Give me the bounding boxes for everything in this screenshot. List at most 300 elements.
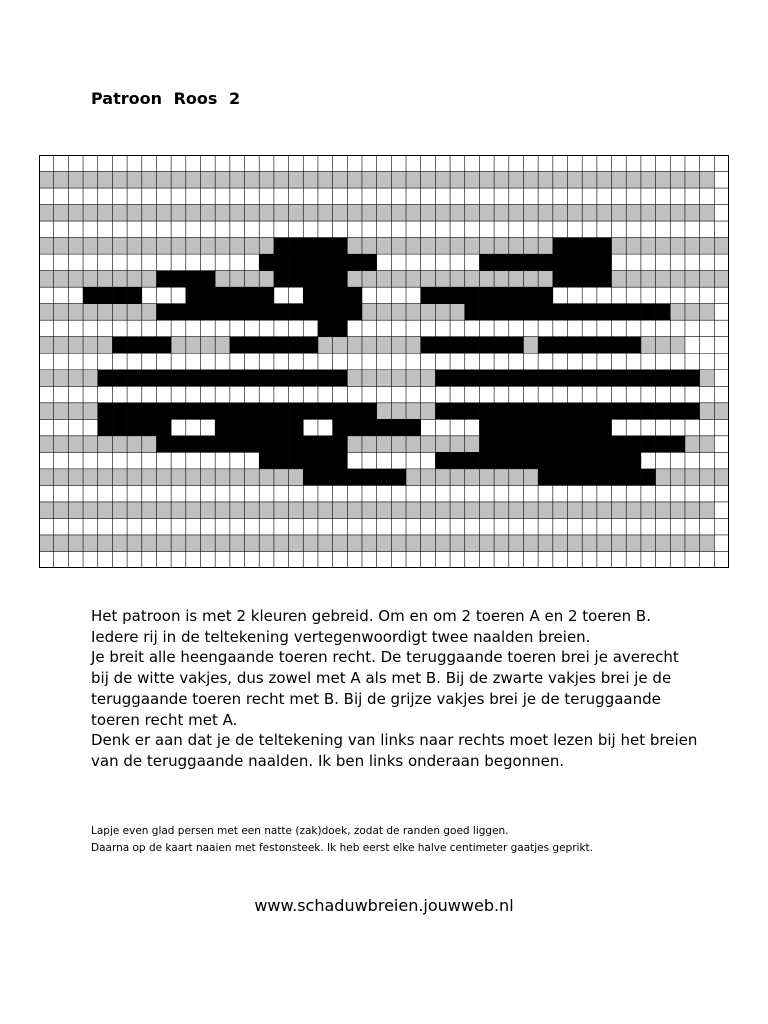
chart-cell-grey	[127, 205, 142, 222]
knitting-chart-grid	[39, 155, 729, 568]
chart-cell-grey	[274, 205, 289, 222]
chart-cell-black	[479, 304, 494, 321]
chart-cell-grey	[39, 238, 54, 255]
chart-cell-black	[362, 469, 377, 486]
chart-cell-grey	[465, 502, 480, 519]
chart-cell-black	[538, 419, 553, 436]
chart-cell-black	[568, 254, 583, 271]
chart-cell-grey	[700, 205, 715, 222]
chart-cell-black	[259, 337, 274, 354]
chart-cell-black	[333, 304, 348, 321]
chart-cell-black	[479, 370, 494, 387]
chart-cell-black	[259, 436, 274, 453]
chart-cell-grey	[289, 205, 304, 222]
chart-cell-black	[274, 254, 289, 271]
chart-cell-grey	[68, 238, 83, 255]
chart-cell-grey	[450, 238, 465, 255]
chart-cell-black	[318, 370, 333, 387]
chart-cell-black	[553, 419, 568, 436]
chart-cell-black	[626, 452, 641, 469]
chart-cell-grey	[83, 172, 98, 189]
chart-cell-grey	[435, 436, 450, 453]
chart-cell-black	[333, 436, 348, 453]
chart-cell-black	[582, 436, 597, 453]
chart-cell-black	[612, 452, 627, 469]
chart-cell-grey	[700, 403, 715, 420]
chart-cell-grey	[127, 304, 142, 321]
chart-cell-black	[656, 403, 671, 420]
chart-cell-grey	[568, 535, 583, 552]
chart-cell-grey	[333, 502, 348, 519]
chart-cell-black	[142, 419, 157, 436]
chart-cell-grey	[362, 535, 377, 552]
chart-cell-grey	[245, 469, 260, 486]
chart-cell-grey	[200, 502, 215, 519]
chart-cell-grey	[391, 238, 406, 255]
chart-cell-grey	[54, 370, 69, 387]
chart-cell-black	[450, 337, 465, 354]
chart-cell-grey	[127, 502, 142, 519]
chart-cell-grey	[39, 535, 54, 552]
chart-cell-grey	[553, 172, 568, 189]
chart-cell-black	[435, 337, 450, 354]
chart-cell-black	[289, 304, 304, 321]
chart-cell-black	[245, 287, 260, 304]
chart-cell-black	[289, 238, 304, 255]
chart-cell-grey	[112, 271, 127, 288]
chart-cell-grey	[450, 205, 465, 222]
chart-cell-grey	[685, 436, 700, 453]
chart-cell-black	[245, 403, 260, 420]
chart-cell-grey	[494, 238, 509, 255]
chart-cell-grey	[670, 271, 685, 288]
knitting-chart	[39, 155, 729, 568]
chart-cell-grey	[186, 502, 201, 519]
chart-cell-grey	[612, 172, 627, 189]
notes	[91, 823, 593, 857]
chart-cell-black	[626, 403, 641, 420]
chart-cell-black	[289, 370, 304, 387]
chart-cell-grey	[626, 172, 641, 189]
chart-cell-black	[538, 403, 553, 420]
chart-cell-grey	[670, 535, 685, 552]
chart-cell-black	[523, 304, 538, 321]
chart-cell-grey	[215, 469, 230, 486]
chart-cell-black	[391, 419, 406, 436]
chart-cell-black	[626, 337, 641, 354]
chart-cell-black	[553, 436, 568, 453]
chart-cell-grey	[700, 370, 715, 387]
chart-cell-black	[127, 287, 142, 304]
chart-cell-grey	[597, 535, 612, 552]
chart-cell-black	[523, 370, 538, 387]
chart-cell-black	[597, 370, 612, 387]
chart-cell-black	[259, 419, 274, 436]
chart-cell-grey	[112, 469, 127, 486]
chart-cell-grey	[612, 502, 627, 519]
chart-cell-grey	[641, 172, 656, 189]
chart-cell-black	[362, 403, 377, 420]
chart-cell-grey	[54, 469, 69, 486]
chart-cell-black	[612, 304, 627, 321]
chart-cell-black	[333, 370, 348, 387]
chart-cell-black	[171, 436, 186, 453]
instruction-line: Iedere rij in de teltekening vertegenwoordigt twee naalden breien.	[91, 627, 591, 646]
chart-cell-grey	[656, 502, 671, 519]
chart-cell-black	[362, 254, 377, 271]
chart-cell-grey	[127, 238, 142, 255]
chart-cell-black	[597, 238, 612, 255]
chart-cell-grey	[391, 205, 406, 222]
chart-cell-grey	[421, 238, 436, 255]
chart-cell-grey	[553, 502, 568, 519]
chart-cell-black	[553, 452, 568, 469]
chart-cell-black	[553, 304, 568, 321]
chart-cell-grey	[303, 205, 318, 222]
chart-cell-grey	[612, 271, 627, 288]
chart-cell-grey	[553, 205, 568, 222]
chart-cell-grey	[421, 502, 436, 519]
chart-cell-black	[626, 436, 641, 453]
chart-cell-grey	[39, 271, 54, 288]
chart-cell-grey	[435, 172, 450, 189]
chart-cell-black	[509, 337, 524, 354]
chart-cell-grey	[597, 172, 612, 189]
chart-cell-grey	[318, 337, 333, 354]
chart-cell-black	[230, 403, 245, 420]
chart-cell-grey	[377, 502, 392, 519]
chart-cell-grey	[421, 172, 436, 189]
chart-cell-grey	[156, 535, 171, 552]
chart-cell-black	[465, 337, 480, 354]
chart-cell-black	[479, 403, 494, 420]
chart-cell-grey	[421, 370, 436, 387]
chart-cell-grey	[406, 469, 421, 486]
chart-cell-black	[186, 436, 201, 453]
chart-cell-grey	[479, 172, 494, 189]
chart-cell-grey	[626, 271, 641, 288]
chart-cell-black	[186, 403, 201, 420]
chart-cell-grey	[230, 469, 245, 486]
chart-cell-grey	[259, 205, 274, 222]
chart-cell-grey	[391, 403, 406, 420]
chart-cell-black	[274, 419, 289, 436]
chart-cell-grey	[186, 535, 201, 552]
chart-cell-grey	[142, 535, 157, 552]
chart-cell-grey	[347, 271, 362, 288]
chart-cell-grey	[186, 337, 201, 354]
chart-cell-black	[435, 370, 450, 387]
chart-cell-grey	[406, 304, 421, 321]
chart-cell-grey	[362, 436, 377, 453]
chart-cell-grey	[171, 469, 186, 486]
chart-cell-grey	[421, 271, 436, 288]
chart-cell-black	[274, 271, 289, 288]
chart-cell-black	[171, 271, 186, 288]
chart-cell-grey	[626, 535, 641, 552]
chart-cell-grey	[435, 271, 450, 288]
chart-cell-black	[494, 419, 509, 436]
instruction-line: bij de witte vakjes, dus zowel met A als met B. Bij de zwarte vakjes brei je de	[91, 669, 672, 688]
instructions	[91, 606, 731, 772]
chart-cell-black	[112, 370, 127, 387]
chart-cell-black	[509, 419, 524, 436]
chart-cell-grey	[377, 403, 392, 420]
chart-cell-grey	[54, 502, 69, 519]
chart-cell-black	[200, 271, 215, 288]
chart-cell-black	[509, 452, 524, 469]
chart-cell-grey	[465, 172, 480, 189]
chart-cell-black	[156, 271, 171, 288]
chart-cell-black	[568, 370, 583, 387]
chart-cell-grey	[421, 304, 436, 321]
chart-cell-grey	[259, 535, 274, 552]
chart-cell-grey	[54, 205, 69, 222]
chart-cell-grey	[83, 469, 98, 486]
chart-cell-black	[318, 403, 333, 420]
chart-cell-black	[171, 403, 186, 420]
chart-cell-black	[612, 469, 627, 486]
chart-cell-grey	[142, 502, 157, 519]
chart-cell-grey	[83, 304, 98, 321]
chart-cell-grey	[215, 205, 230, 222]
chart-cell-grey	[142, 238, 157, 255]
chart-cell-black	[186, 304, 201, 321]
chart-cell-grey	[685, 271, 700, 288]
chart-cell-black	[200, 403, 215, 420]
chart-cell-grey	[54, 403, 69, 420]
chart-cell-grey	[98, 469, 113, 486]
chart-cell-black	[303, 254, 318, 271]
chart-cell-black	[656, 304, 671, 321]
chart-cell-grey	[68, 205, 83, 222]
chart-cell-black	[142, 337, 157, 354]
chart-cell-grey	[215, 337, 230, 354]
chart-cell-black	[641, 304, 656, 321]
chart-cell-black	[200, 304, 215, 321]
chart-cell-grey	[641, 535, 656, 552]
chart-cell-grey	[362, 304, 377, 321]
chart-cell-grey	[171, 502, 186, 519]
chart-cell-grey	[259, 271, 274, 288]
chart-cell-grey	[656, 205, 671, 222]
chart-cell-black	[259, 287, 274, 304]
chart-cell-black	[597, 403, 612, 420]
chart-cell-grey	[450, 469, 465, 486]
chart-cell-grey	[406, 172, 421, 189]
chart-cell-grey	[391, 535, 406, 552]
chart-cell-grey	[39, 403, 54, 420]
chart-cell-grey	[112, 238, 127, 255]
chart-cell-grey	[597, 205, 612, 222]
chart-cell-black	[523, 254, 538, 271]
chart-cell-grey	[670, 238, 685, 255]
chart-cell-grey	[406, 535, 421, 552]
chart-cell-grey	[538, 238, 553, 255]
chart-cell-grey	[670, 502, 685, 519]
chart-cell-grey	[377, 205, 392, 222]
chart-cell-grey	[421, 403, 436, 420]
chart-cell-black	[362, 419, 377, 436]
chart-cell-grey	[347, 172, 362, 189]
chart-cell-grey	[333, 337, 348, 354]
instruction-line: Het patroon is met 2 kleuren gebreid. Om en om 2 toeren A en 2 toeren B.	[91, 607, 651, 625]
chart-cell-black	[568, 436, 583, 453]
chart-cell-grey	[347, 238, 362, 255]
chart-cell-black	[259, 370, 274, 387]
chart-cell-black	[303, 287, 318, 304]
instruction-line: Je breit alle heengaande toeren recht. De teruggaande toeren brei je averecht	[91, 648, 679, 667]
chart-cell-grey	[347, 502, 362, 519]
chart-cell-black	[465, 452, 480, 469]
chart-cell-grey	[450, 436, 465, 453]
chart-cell-black	[553, 469, 568, 486]
chart-cell-black	[656, 370, 671, 387]
chart-cell-black	[230, 436, 245, 453]
chart-cell-grey	[700, 502, 715, 519]
chart-cell-grey	[68, 304, 83, 321]
chart-cell-black	[450, 370, 465, 387]
chart-cell-grey	[509, 535, 524, 552]
chart-cell-grey	[98, 172, 113, 189]
chart-cell-grey	[479, 238, 494, 255]
chart-cell-grey	[171, 337, 186, 354]
chart-cell-black	[303, 370, 318, 387]
chart-cell-grey	[435, 535, 450, 552]
chart-cell-grey	[112, 304, 127, 321]
chart-cell-black	[303, 337, 318, 354]
chart-cell-black	[333, 403, 348, 420]
chart-cell-grey	[347, 205, 362, 222]
chart-cell-grey	[303, 172, 318, 189]
chart-cell-grey	[39, 337, 54, 354]
chart-cell-black	[318, 304, 333, 321]
chart-cell-black	[333, 469, 348, 486]
chart-cell-black	[656, 436, 671, 453]
chart-cell-grey	[245, 535, 260, 552]
chart-cell-black	[465, 370, 480, 387]
chart-cell-grey	[656, 271, 671, 288]
chart-cell-grey	[612, 535, 627, 552]
chart-cell-grey	[156, 469, 171, 486]
chart-cell-grey	[68, 172, 83, 189]
chart-cell-black	[538, 370, 553, 387]
chart-cell-black	[626, 469, 641, 486]
chart-cell-grey	[509, 205, 524, 222]
chart-cell-grey	[186, 238, 201, 255]
chart-cell-black	[333, 287, 348, 304]
chart-cell-grey	[479, 205, 494, 222]
chart-cell-grey	[245, 502, 260, 519]
chart-cell-black	[568, 271, 583, 288]
chart-cell-grey	[523, 205, 538, 222]
chart-cell-grey	[127, 535, 142, 552]
chart-cell-black	[377, 419, 392, 436]
chart-cell-grey	[347, 535, 362, 552]
chart-cell-black	[215, 304, 230, 321]
chart-cell-black	[333, 254, 348, 271]
chart-cell-black	[156, 370, 171, 387]
chart-cell-grey	[68, 271, 83, 288]
chart-cell-grey	[83, 436, 98, 453]
chart-cell-grey	[142, 469, 157, 486]
chart-cell-black	[612, 403, 627, 420]
chart-cell-black	[274, 238, 289, 255]
chart-cell-grey	[39, 205, 54, 222]
chart-cell-grey	[303, 502, 318, 519]
chart-cell-black	[582, 469, 597, 486]
chart-cell-grey	[215, 238, 230, 255]
chart-cell-grey	[685, 502, 700, 519]
chart-cell-black	[318, 320, 333, 337]
chart-cell-black	[289, 452, 304, 469]
chart-cell-grey	[494, 502, 509, 519]
chart-cell-black	[509, 304, 524, 321]
chart-cell-grey	[39, 370, 54, 387]
chart-cell-grey	[670, 304, 685, 321]
chart-cell-grey	[714, 238, 729, 255]
chart-cell-black	[215, 370, 230, 387]
chart-cell-grey	[200, 535, 215, 552]
chart-cell-grey	[538, 205, 553, 222]
chart-cell-grey	[230, 238, 245, 255]
chart-cell-grey	[656, 172, 671, 189]
chart-cell-black	[156, 304, 171, 321]
chart-cell-grey	[465, 436, 480, 453]
chart-cell-black	[333, 271, 348, 288]
chart-cell-grey	[700, 238, 715, 255]
chart-cell-grey	[98, 304, 113, 321]
chart-cell-black	[274, 304, 289, 321]
chart-cell-grey	[656, 469, 671, 486]
chart-cell-grey	[568, 172, 583, 189]
chart-cell-grey	[714, 469, 729, 486]
chart-cell-grey	[39, 436, 54, 453]
instruction-line: van de teruggaande naalden. Ik ben links onderaan begonnen.	[91, 751, 565, 770]
chart-cell-grey	[245, 238, 260, 255]
chart-cell-black	[142, 403, 157, 420]
chart-cell-grey	[347, 337, 362, 354]
chart-cell-grey	[215, 172, 230, 189]
chart-cell-black	[98, 403, 113, 420]
chart-cell-grey	[171, 535, 186, 552]
chart-cell-black	[670, 403, 685, 420]
chart-cell-grey	[186, 469, 201, 486]
chart-cell-grey	[200, 238, 215, 255]
chart-cell-grey	[83, 502, 98, 519]
chart-cell-grey	[406, 403, 421, 420]
chart-cell-grey	[523, 337, 538, 354]
chart-cell-black	[333, 238, 348, 255]
chart-cell-grey	[274, 172, 289, 189]
chart-cell-black	[245, 436, 260, 453]
chart-cell-grey	[523, 502, 538, 519]
chart-cell-black	[274, 403, 289, 420]
chart-cell-grey	[523, 238, 538, 255]
chart-cell-grey	[112, 502, 127, 519]
chart-cell-black	[318, 238, 333, 255]
chart-cell-grey	[98, 337, 113, 354]
chart-cell-black	[538, 287, 553, 304]
chart-cell-grey	[127, 172, 142, 189]
chart-cell-black	[582, 337, 597, 354]
chart-cell-grey	[626, 502, 641, 519]
chart-cell-grey	[289, 535, 304, 552]
chart-cell-black	[230, 304, 245, 321]
chart-cell-black	[259, 304, 274, 321]
chart-cell-black	[597, 469, 612, 486]
chart-cell-black	[215, 436, 230, 453]
